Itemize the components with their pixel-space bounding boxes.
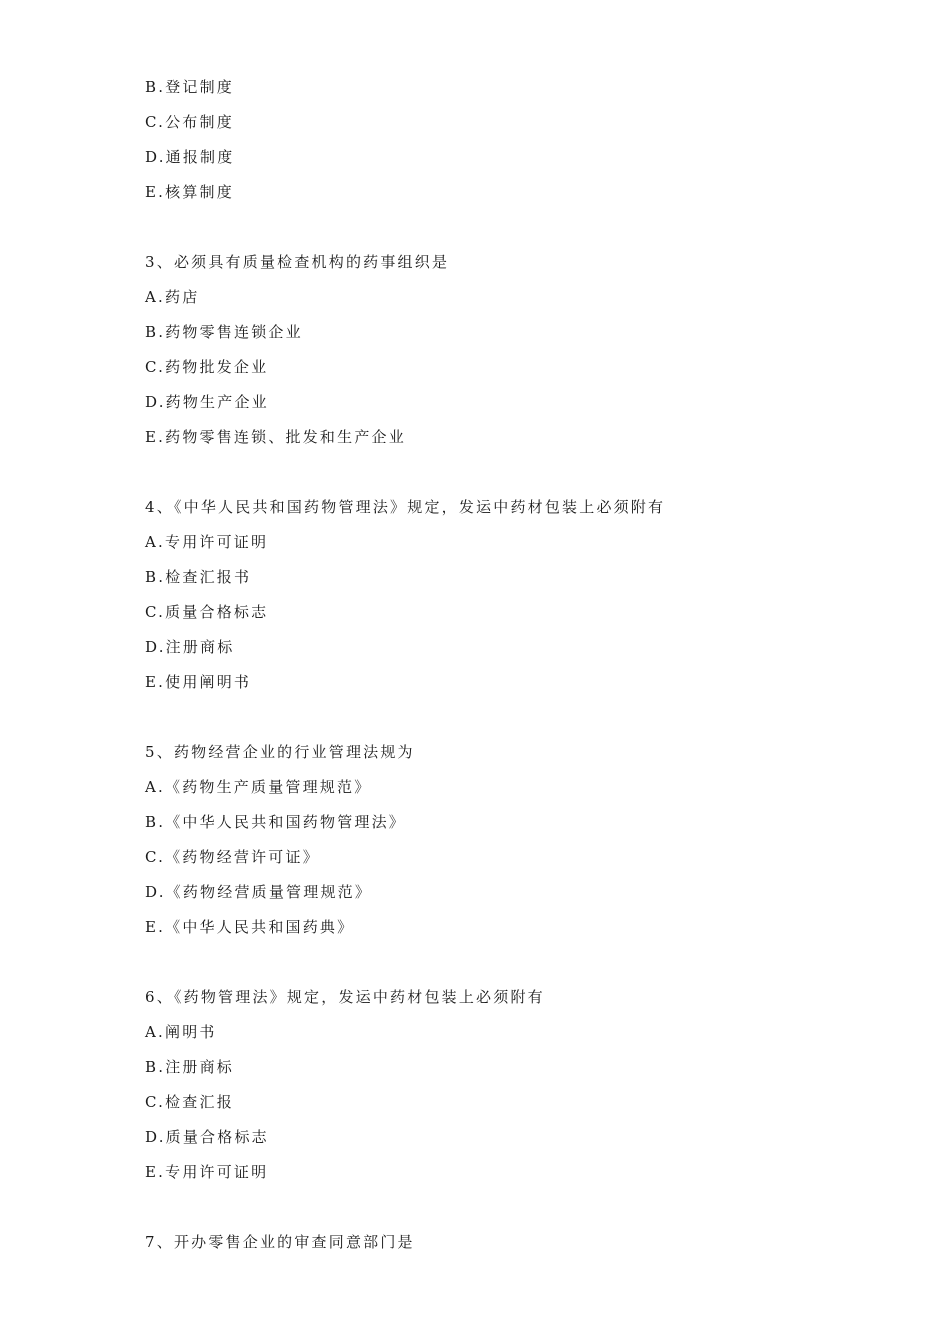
question-6-stem: 6、《药物管理法》规定，发运中药材包装上必须附有	[145, 988, 545, 1006]
question-3	[145, 245, 865, 455]
option-3-e: E.药物零售连锁、批发和生产企业	[145, 428, 406, 446]
option-5-c: C.《药物经营许可证》	[145, 848, 320, 866]
question-3-stem: 3、必须具有质量检查机构的药事组织是	[145, 253, 450, 271]
option-3-d: D.药物生产企业	[145, 393, 269, 411]
option-6-d: D.质量合格标志	[145, 1128, 269, 1146]
option-4-b: B.检查汇报书	[145, 568, 252, 586]
option-6-b: B.注册商标	[145, 1058, 234, 1076]
option-3-b: B.药物零售连锁企业	[145, 323, 303, 341]
option-2-e: E.核算制度	[145, 183, 234, 201]
option-4-c: C.质量合格标志	[145, 603, 269, 621]
option-5-b: B.《中华人民共和国药物管理法》	[145, 813, 406, 831]
question-4	[145, 490, 865, 700]
question-7	[145, 1225, 865, 1260]
option-3-c: C.药物批发企业	[145, 358, 269, 376]
option-6-a: A.阐明书	[145, 1023, 217, 1041]
option-2-c: C.公布制度	[145, 113, 234, 131]
option-4-e: E.使用阐明书	[145, 673, 252, 691]
option-6-e: E.专用许可证明	[145, 1163, 269, 1181]
option-5-e: E.《中华人民共和国药典》	[145, 918, 355, 936]
question-5-stem: 5、药物经营企业的行业管理法规为	[145, 743, 415, 761]
option-2-b: B.登记制度	[145, 78, 234, 96]
question-2-continuation	[145, 70, 865, 210]
question-7-stem: 7、开办零售企业的审查同意部门是	[145, 1233, 415, 1251]
option-4-a: A.专用许可证明	[145, 533, 269, 551]
question-5	[145, 735, 865, 945]
question-4-stem: 4、《中华人民共和国药物管理法》规定，发运中药材包装上必须附有	[145, 498, 666, 516]
option-5-d: D.《药物经营质量管理规范》	[145, 883, 373, 901]
option-5-a: A.《药物生产质量管理规范》	[145, 778, 372, 796]
option-2-d: D.通报制度	[145, 148, 235, 166]
option-3-a: A.药店	[145, 288, 200, 306]
question-6	[145, 980, 865, 1190]
document-content	[145, 70, 865, 1295]
option-6-c: C.检查汇报	[145, 1093, 234, 1111]
option-4-d: D.注册商标	[145, 638, 235, 656]
